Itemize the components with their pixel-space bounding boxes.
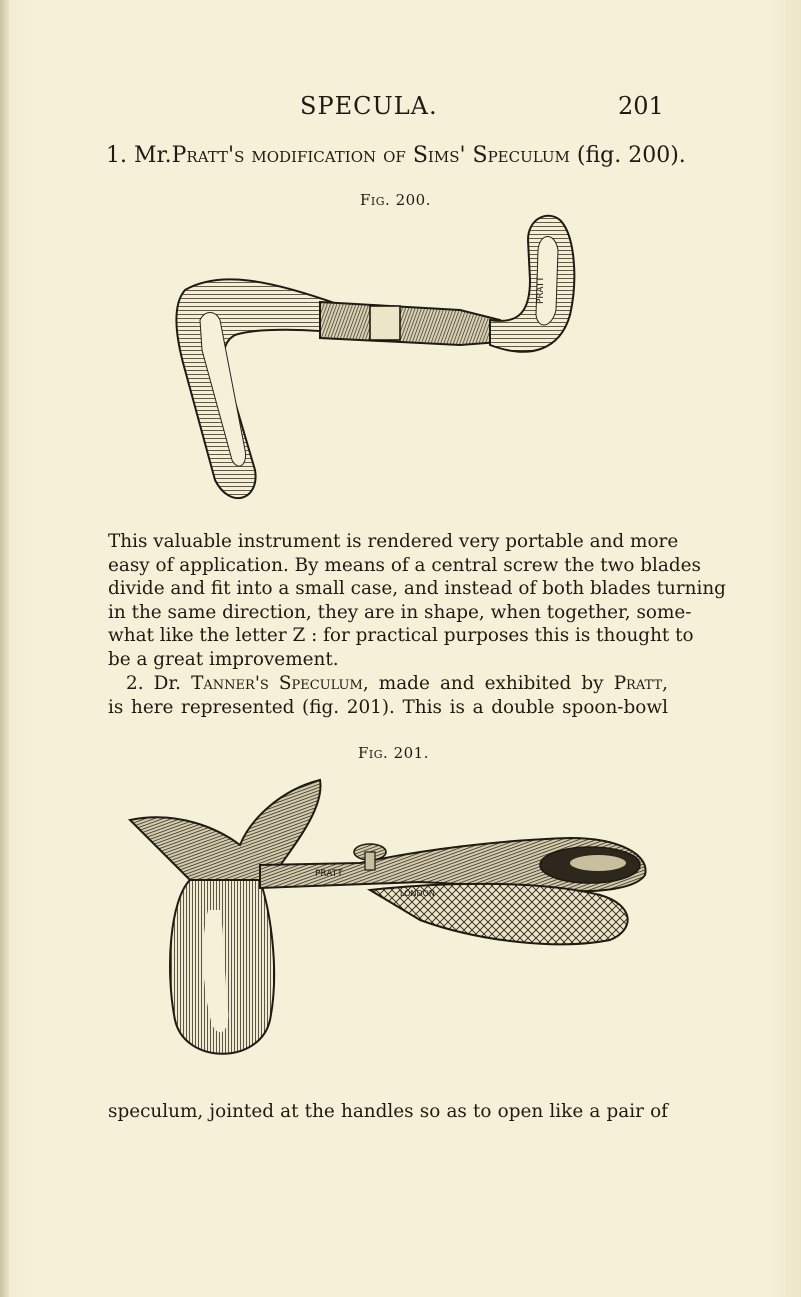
screw-stem bbox=[365, 852, 375, 870]
section-heading-1 bbox=[106, 143, 706, 168]
paragraph-3 bbox=[108, 1100, 668, 1124]
page-number: 201 bbox=[618, 92, 664, 120]
figure-200-illustration bbox=[160, 210, 590, 510]
figure-201-illustration bbox=[120, 770, 660, 1070]
paragraph-1-line: in the same direction, they are in shape, when together, some- bbox=[108, 601, 692, 623]
pratt-stamp-201: PRATT bbox=[315, 869, 343, 879]
paragraph-2-number: 2. bbox=[126, 673, 144, 694]
figure-201-label: Fig. 201. bbox=[358, 744, 429, 762]
paragraph-2-prefix: Dr. bbox=[153, 673, 182, 694]
paragraph-2 bbox=[108, 672, 668, 719]
figure-200-label: Fig. 200. bbox=[360, 191, 431, 209]
section-fig-ref: (fig. 200). bbox=[576, 143, 686, 168]
screw-collar bbox=[370, 306, 400, 340]
section-name: Pratt's bbox=[171, 143, 245, 168]
right-blade bbox=[490, 216, 574, 352]
paragraph-2-middle: made and exhibited by bbox=[378, 673, 604, 694]
london-stamp-201: LONDON bbox=[400, 889, 435, 898]
paragraph-2-line1 bbox=[108, 672, 668, 696]
paragraph-1 bbox=[108, 530, 726, 672]
paragraph-2-line2: is here represented (fig. 201). This is a double spoon-bowl bbox=[108, 696, 668, 718]
paragraph-1-line: be a great improvement. bbox=[108, 648, 339, 670]
pratt-stamp-200: PRATT bbox=[536, 276, 546, 304]
paragraph-2-name: Tanner's Speculum, bbox=[191, 673, 369, 694]
paragraph-1-line: what like the letter Z : for practical purposes this is thought to bbox=[108, 625, 694, 647]
section-title: modification of Sims' Speculum bbox=[251, 143, 570, 168]
running-title: SPECULA. bbox=[300, 92, 438, 120]
page-header bbox=[0, 92, 801, 128]
paragraph-1-line: This valuable instrument is rendered very portable and more bbox=[108, 531, 679, 552]
center-shank bbox=[320, 302, 500, 345]
page-edge-shadow bbox=[0, 0, 9, 1297]
section-name-prefix: Mr. bbox=[134, 143, 172, 168]
paragraph-1-line: divide and fit into a small case, and instead of both blades turning bbox=[108, 578, 726, 600]
section-number: 1. bbox=[106, 143, 127, 168]
paragraph-1-line: easy of application. By means of a central screw the two blades bbox=[108, 554, 701, 576]
paragraph-3-line: speculum, jointed at the handles so as to open like a pair of bbox=[108, 1101, 668, 1122]
paragraph-2-maker: Pratt, bbox=[613, 673, 668, 694]
upper-blade-bowl-highlight bbox=[570, 855, 626, 871]
